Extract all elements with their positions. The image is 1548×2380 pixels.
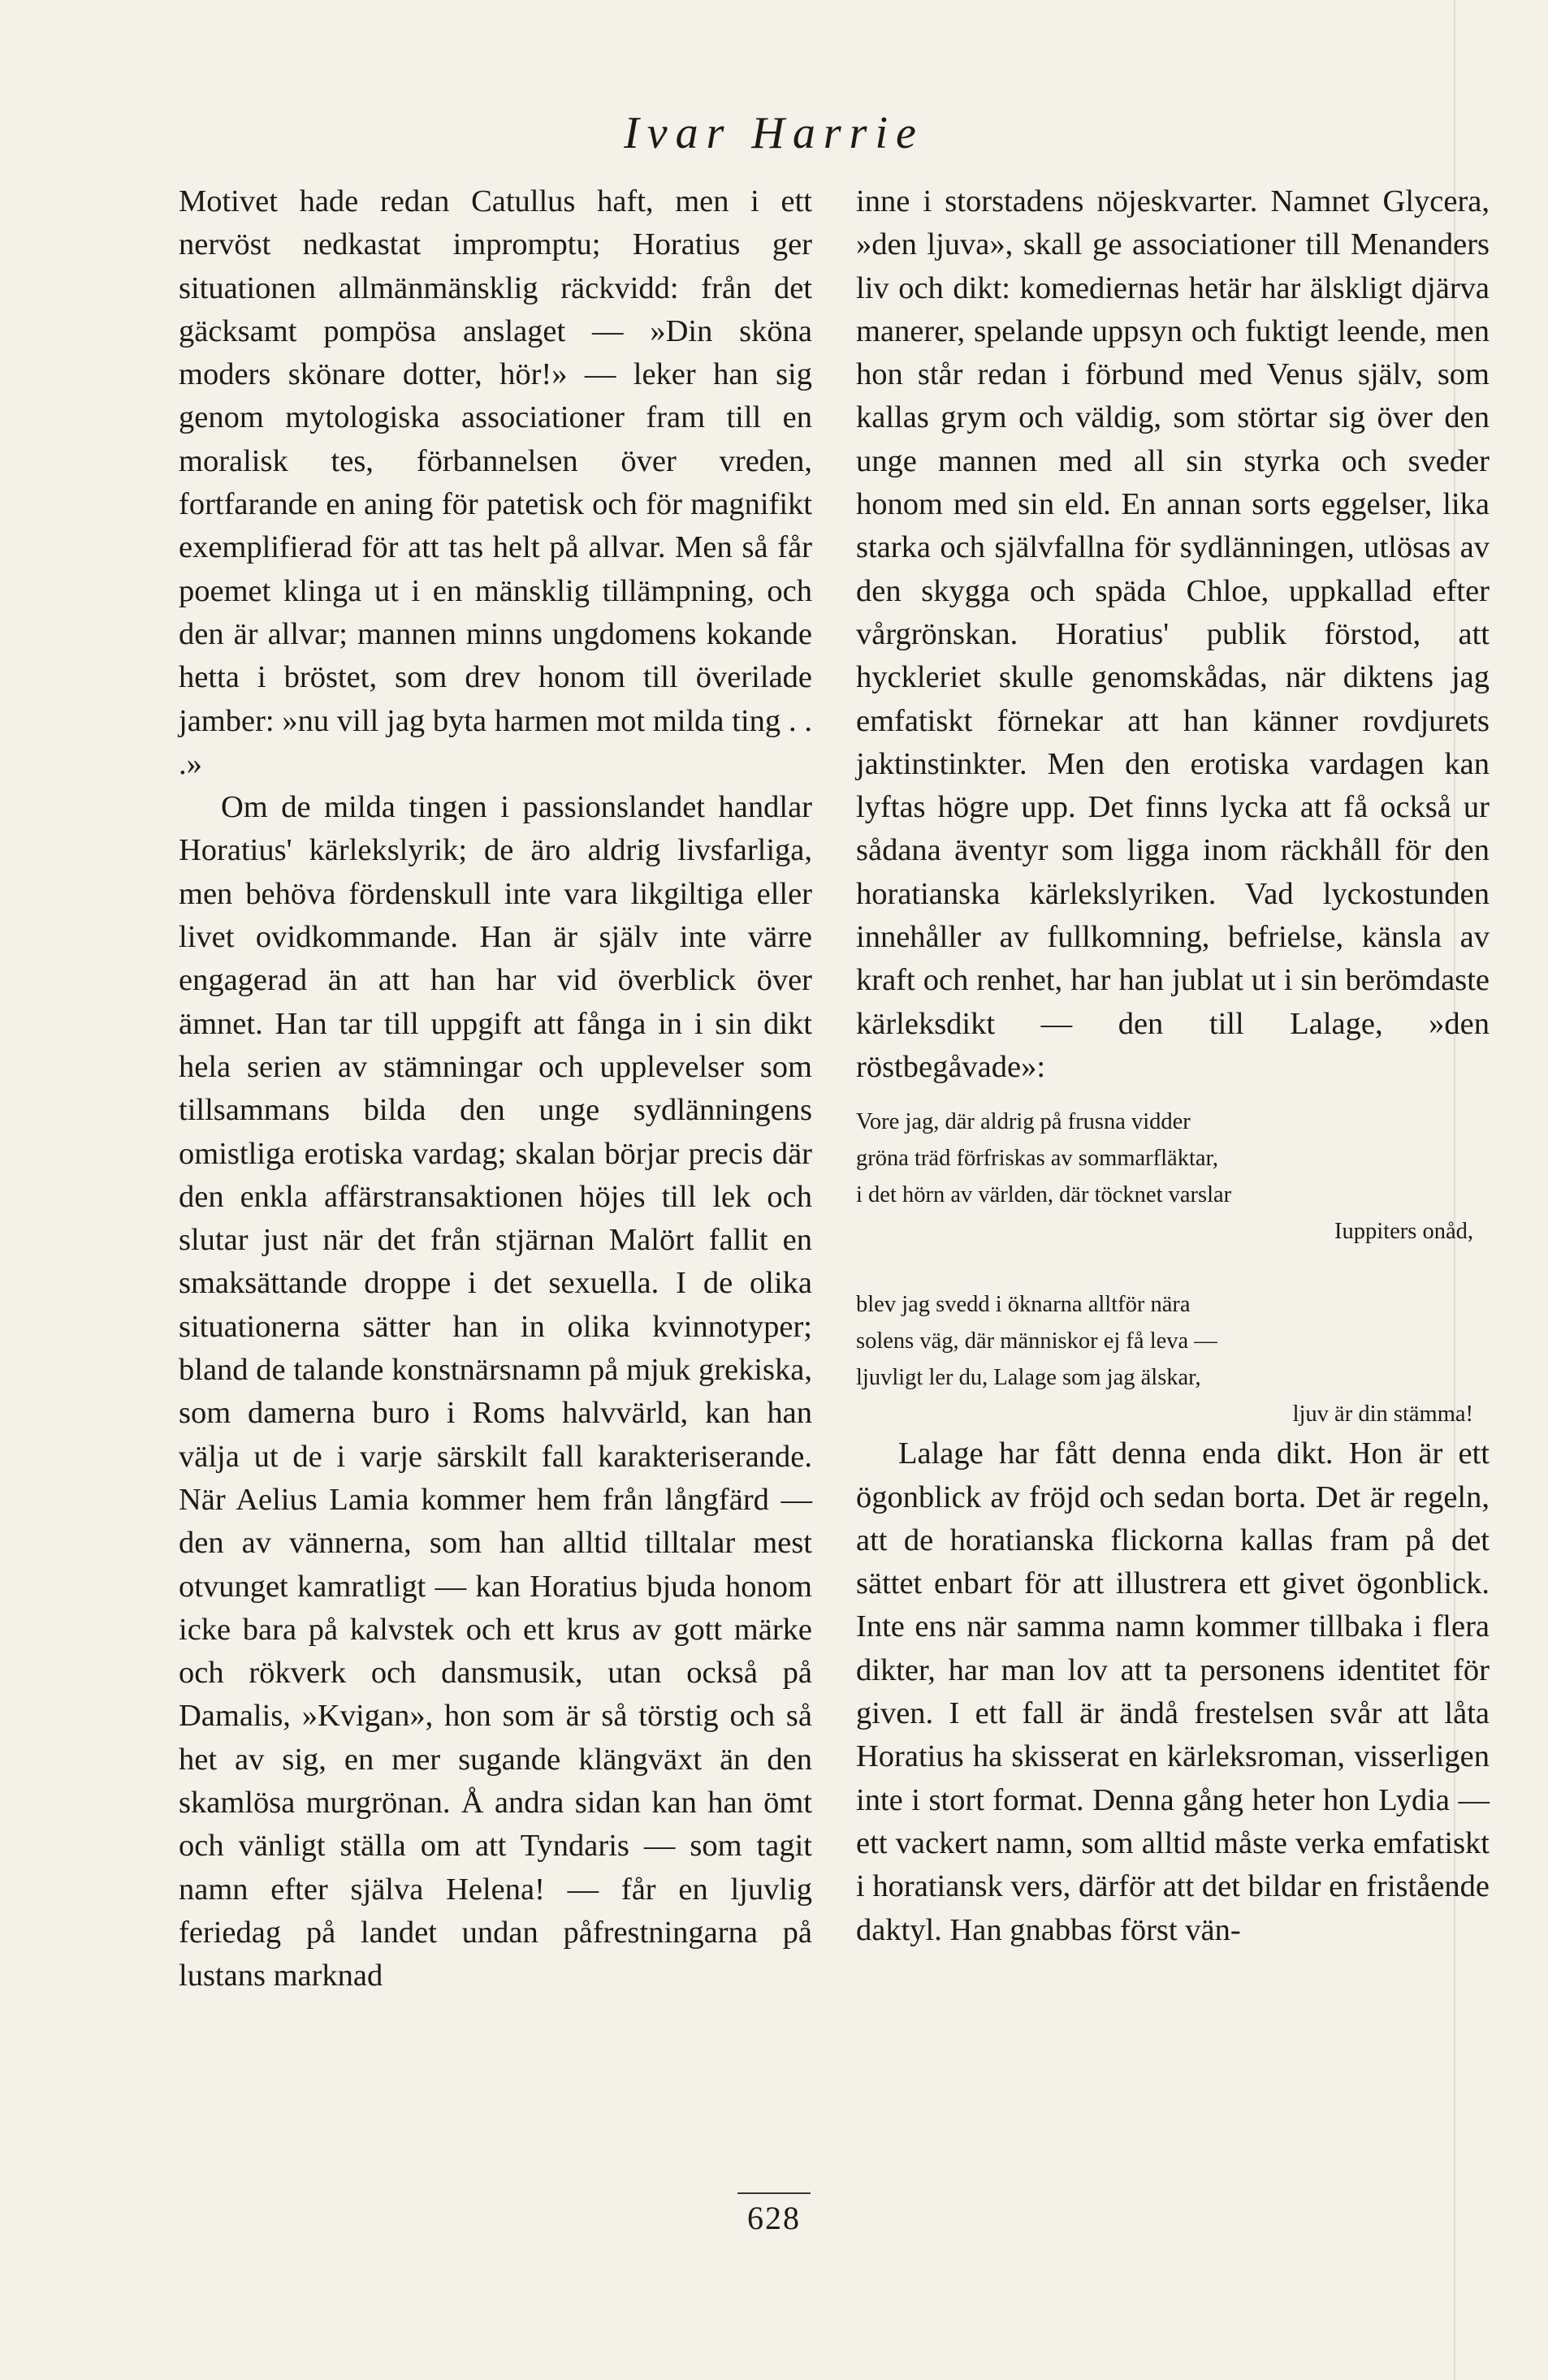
page-number: 628: [747, 2200, 801, 2236]
poem-stanza-1: [856, 1104, 1490, 1250]
right-column: [856, 180, 1490, 1952]
page-number-rule: [737, 2192, 811, 2194]
poem-line: blev jag svedd i öknarna alltför nära: [856, 1292, 1191, 1318]
poem-line: ljuvligt ler du, Lalage som jag älskar,: [856, 1365, 1201, 1391]
poem-line: solens väg, där människor ej få leva —: [856, 1328, 1217, 1354]
left-paragraph-1: Motivet hade redan Catullus haft, men i ett nervöst nedkastat impromptu; Horatius ger situationen allmänmänsklig räckvidd: från det gäcksamt pompösa anslaget — »Din sköna moders skönare dotter, hör!» — leker han sig genom mytologiska associationer fram till en moralisk tes, förbannelsen över vreden, fortfarande en aning för patetisk och för magnifikt exemplifierad för att tas helt på allvar. Men så får poemet klinga ut i en mänsklig tillämpning, och den är allvar; mannen minns ungdomens kokande hetta i bröstet, som drev honom till överilade jamber: »nu vill jag byta harmen mot milda ting . . .»: [179, 184, 812, 781]
poem-line: i det hörn av världen, där töcknet varslar: [856, 1182, 1232, 1208]
poem-block: [856, 1104, 1490, 1432]
poem-line: Vore jag, där aldrig på frusna vidder: [856, 1109, 1191, 1135]
right-paragraph-before-poem: inne i storstadens nöjeskvarter. Namnet Glycera, »den ljuva», skall ge associationer till Menanders liv och dikt: komediernas hetär har älskligt djärva manerer, spelande uppsyn och fuktigt leende, men hon står redan i förbund med Venus själv, som kallas grym och väldig, som störtar sig över den unge mannen med all sin styrka och sveder honom med sin eld. En annan sorts eggelser, lika starka och självfallna för sydlänningen, utlösas av den skygga och späda Chloe, uppkallad efter vårgrönskan. Horatius' publik förstod, att hyckleriet skulle genomskådas, när diktens jag emfatiskt förnekar att han känner rovdjurets jaktinstinkter. Men den erotiska vardagen kan lyftas högre upp. Det finns lycka att få också ur sådana äventyr som ligga inom räckhåll för den horatianska kärlekslyriken. Vad lyckostunden innehåller av fullkomning, befrielse, känsla av kraft och renhet, har han jublat ut i sin berömdaste kärleksdikt — den till Lalage, »den röstbegåvade»:: [856, 184, 1490, 1084]
left-paragraph-2: Om de milda tingen i passionslandet handlar Horatius' kärlekslyrik; de äro aldrig livsfarliga, men behöva fördenskull inte vara likgiltiga eller livet ovidkommande. Han är själv inte värre engagerad än att han har vid överblick över ämnet. Han tar till uppgift att fånga in i sin dikt hela serien av stämningar och upplevelser som tillsammans bilda den unge sydlänningens omistliga erotiska vardag; skalan börjar precis där den enkla affärstransaktionen höjes till lek och slutar just när det från stjärnan Malört fallit en smaksättande droppe i det sexuella. I de olika situationerna sätter han in olika kvinnotyper; bland de talande konstnärsnamn på mjuk grekiska, som damerna buro i Roms halvvärld, kan han välja ut de i varje särskilt fall karakteriserande. När Aelius Lamia kommer hem från långfärd — den av vännerna, som han alltid tilltalar mest otvunget kamratligt — kan Horatius bjuda honom icke bara på kalvstek och ett krus av gott märke och rökverk och dansmusik, utan också på Damalis, »Kvigan», hon som är så törstig och så het av sig, en mer sugande klängväxt än den skamlösa murgrönan. Å andra sidan kan han ömt och vänligt ställa om att Tyndaris — som tagit namn efter själva Helena! — får en ljuvlig feriedag på landet undan påfrestningarna på lustans marknad: [179, 790, 812, 1993]
right-paragraph-after-poem: Lalage har fått denna enda dikt. Hon är ett ögonblick av fröjd och sedan borta. Det är regeln, att de horatianska flickorna kallas fram på det sättet enbart för att illustrera ett givet ögonblick. Inte ens när samma namn kommer tillbaka i flera dikter, har man lov att ta personens identitet för given. I ett fall är ändå frestelsen svår att låta Horatius ha skisserat en kärleksroman, visserligen inte i stort format. Denna gång heter hon Lydia — ett vackert namn, som alltid måste verka emfatiskt i horatiansk vers, därför att det bildar en fristående daktyl. Han gnabbas först vän-: [856, 1436, 1490, 1947]
page-number-block: [0, 2192, 1548, 2237]
left-column: [179, 180, 812, 1998]
poem-line-adonic: Iuppiters onåd,: [1334, 1219, 1473, 1245]
running-head-author: Ivar Harrie: [624, 108, 924, 158]
poem-line: gröna träd förfriskas av sommarfläktar,: [856, 1146, 1218, 1172]
poem-stanza-2: [856, 1286, 1490, 1432]
poem-line-adonic: ljuv är din stämma!: [1292, 1402, 1473, 1428]
